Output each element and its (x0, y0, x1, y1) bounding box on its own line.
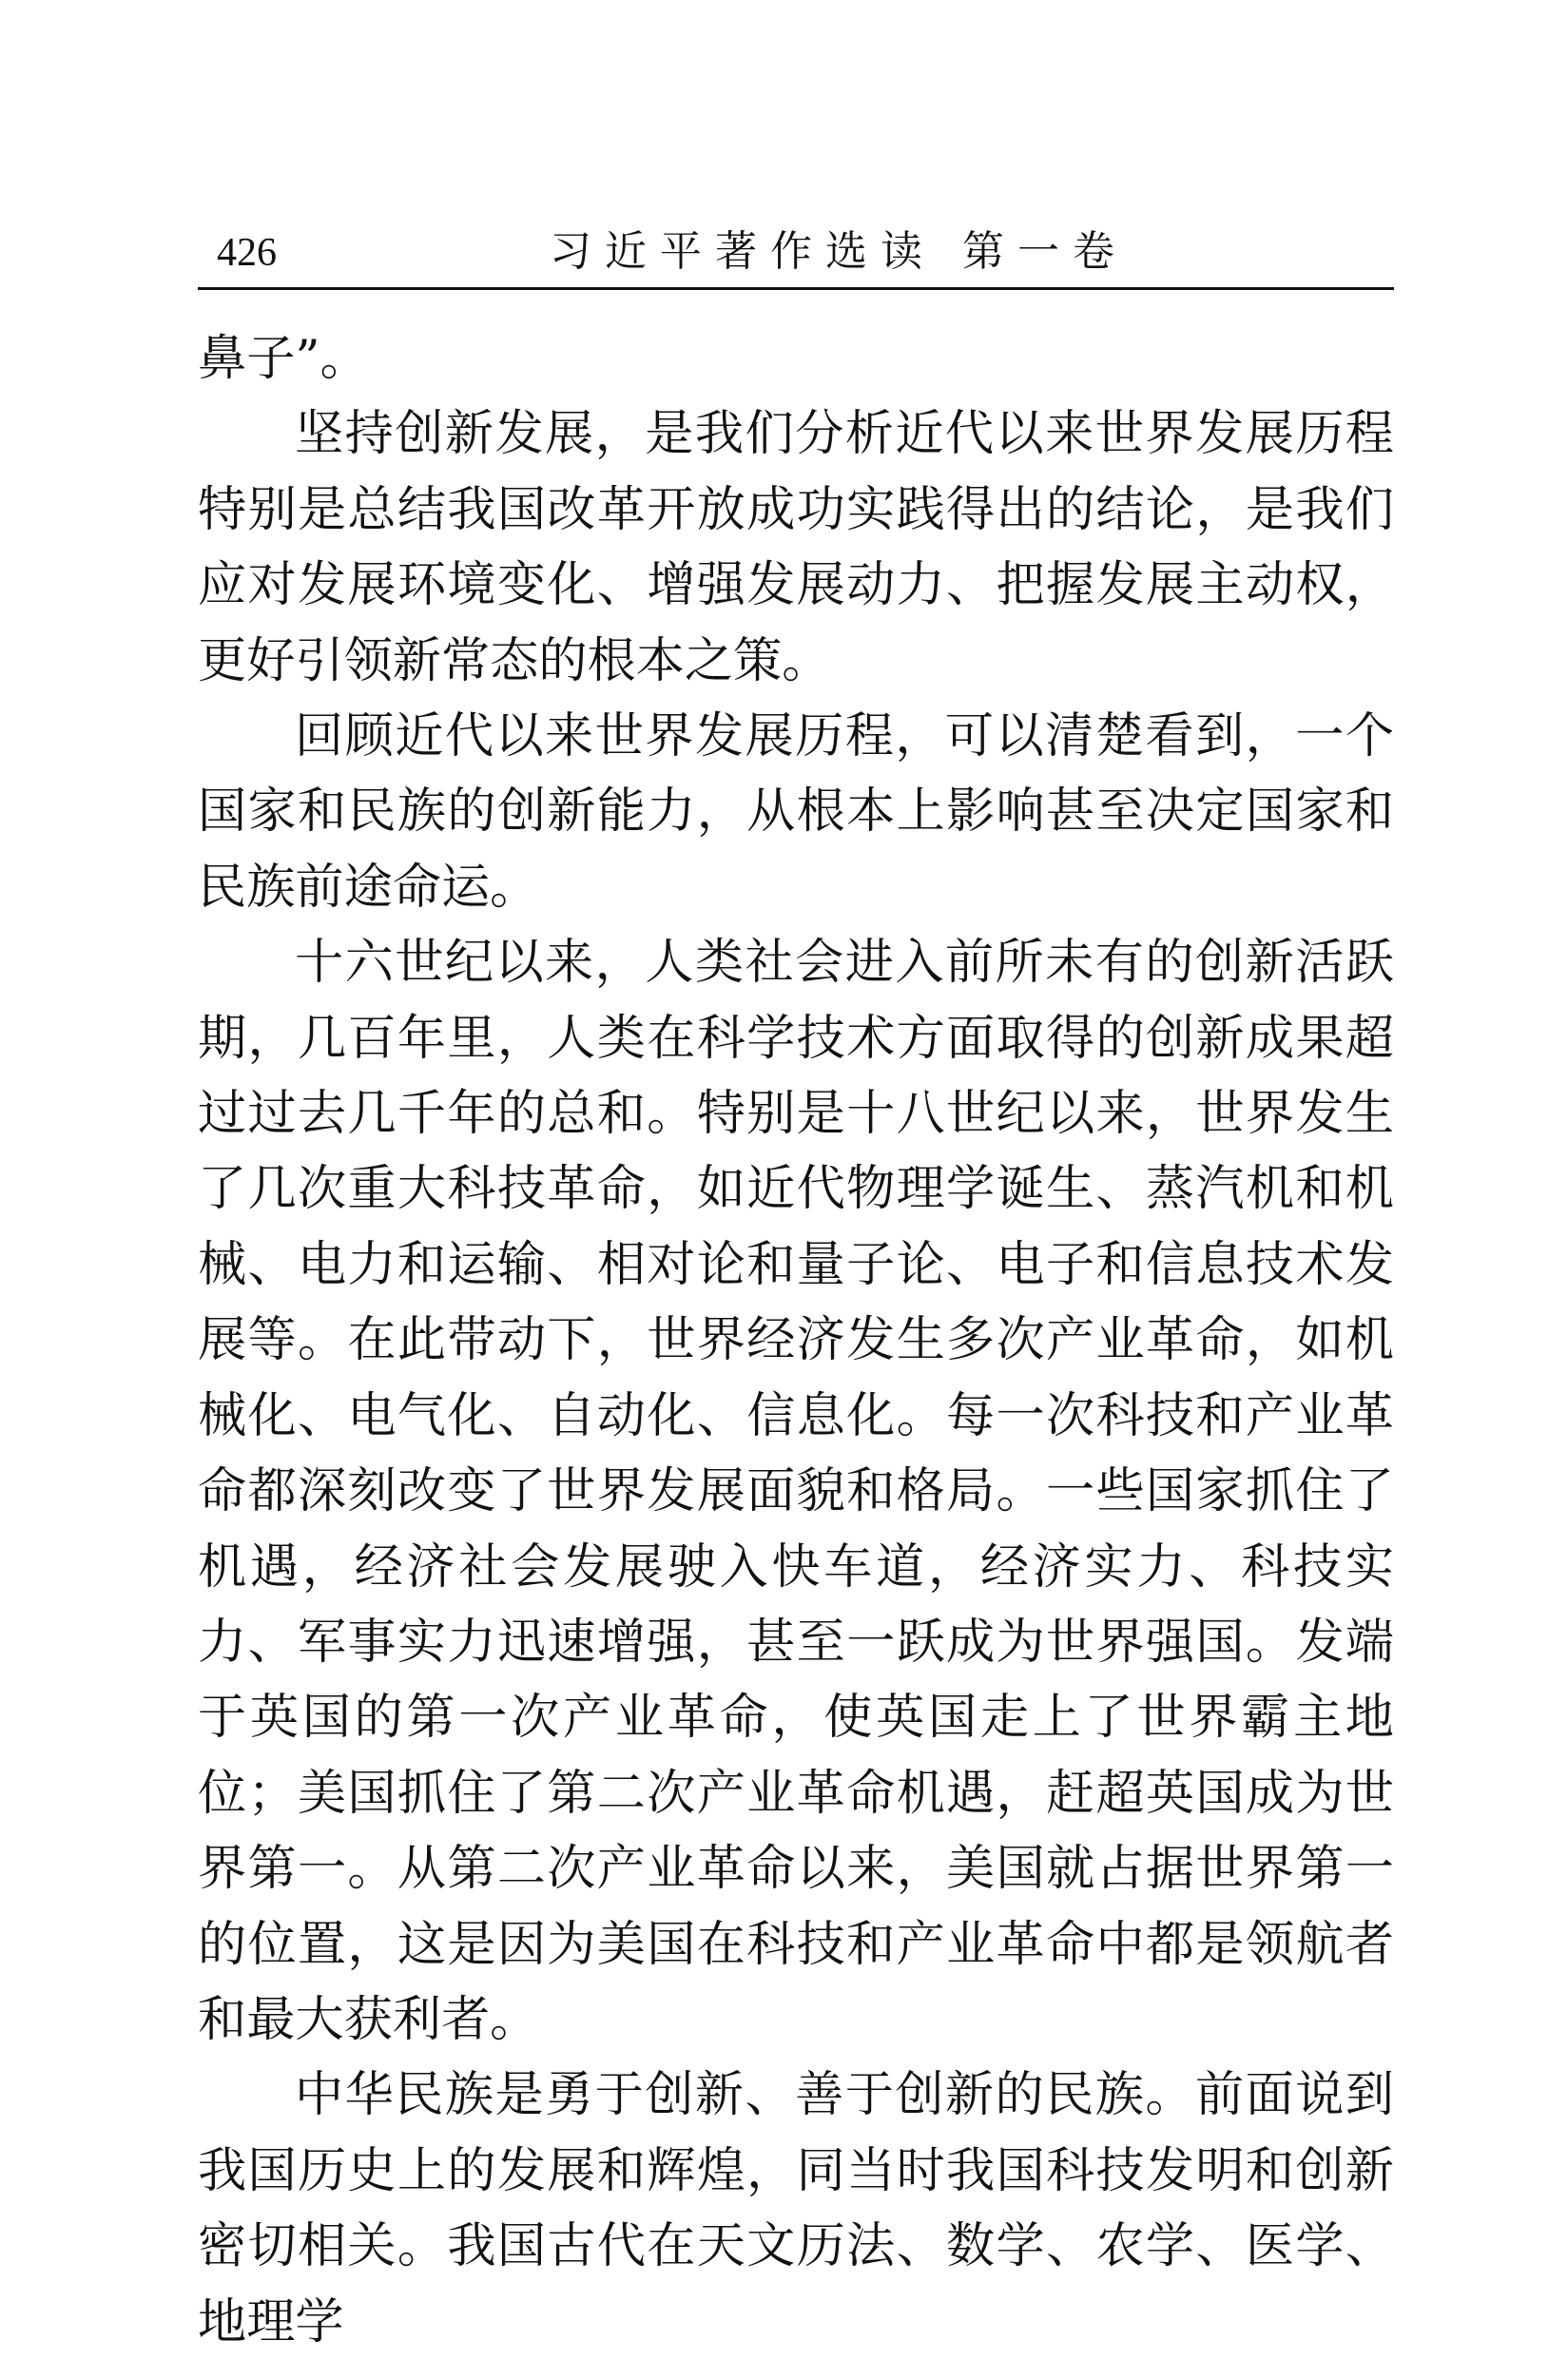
page-header (198, 217, 1394, 290)
paragraph-5: 中华民族是勇于创新、善于创新的民族。前面说到我国历史上的发展和辉煌，同当时我国科技发明和创新密切相关。我国古代在天文历法、数学、农学、医学、地理学 (198, 2066, 1394, 2350)
page-number: 426 (217, 231, 277, 275)
paragraph-1: 鼻子”。 (198, 330, 369, 387)
paragraph-2: 坚持创新发展，是我们分析近代以来世界发展历程特别是总结我国改革开放成功实践得出的结论，是我们应对发展环境变化、增强发展动力、把握发展主动权，更好引领新常态的根本之策。 (198, 405, 1394, 689)
running-title: 习近平著作选读 第一卷 (550, 227, 1128, 276)
paragraph-4: 十六世纪以来，人类社会进入前所未有的创新活跃期，几百年里，人类在科学技术方面取得的创新成果超过过去几千年的总和。特别是十八世纪以来，世界发生了几次重大科技革命，如近代物理学诞生、蒸汽机和机械、电力和运输、相对论和量子论、电子和信息技术发展等。在此带动下，世界经济发生多次产业革命，如机械化、电气化、自动化、信息化。每一次科技和产业革命都深刻改变了世界发展面貌和格局。一些国家抓住了机遇，经济社会发展驶入快车道，经济实力、科技实力、军事实力迅速增强，甚至一跃成为世界强国。发端于英国的第一次产业革命，使英国走上了世界霸主地位；美国抓住了第二次产业革命机遇，赶超英国成为世界第一。从第二次产业革命以来，美国就占据世界第一的位置，这是因为美国在科技和产业革命中都是领航者和最大获利者。 (198, 934, 1394, 2048)
paragraph-3: 回顾近代以来世界发展历程，可以清楚看到，一个国家和民族的创新能力，从根本上影响甚至决定国家和民族前途命运。 (198, 707, 1394, 916)
body-text (198, 321, 1394, 2360)
